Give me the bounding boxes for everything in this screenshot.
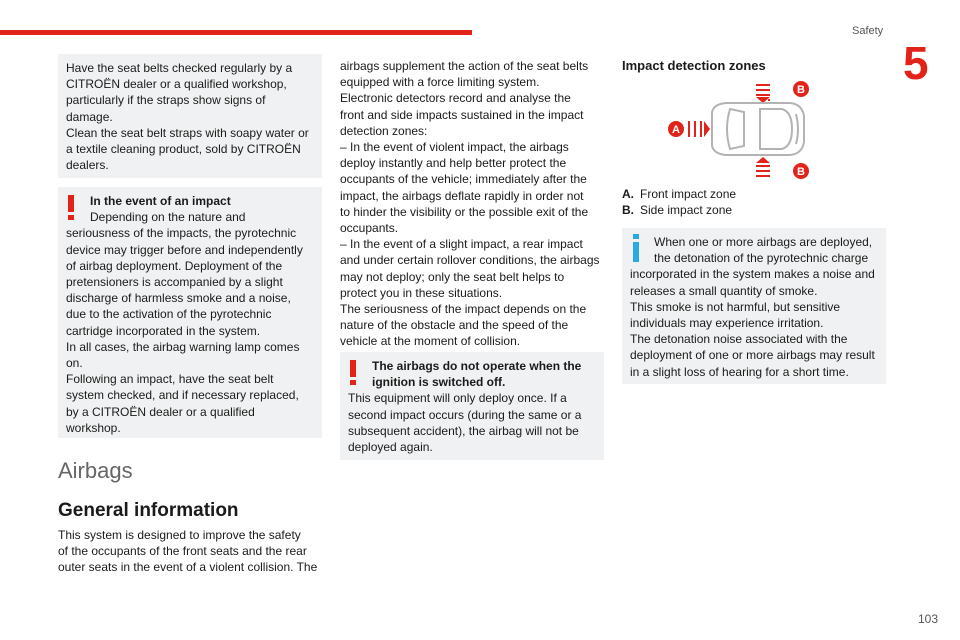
warning-line: subsequent accident), the airbag will not be — [348, 423, 579, 438]
info-line: deployment of one or more airbags may result — [630, 348, 875, 363]
warning-title: In the event of an impact — [90, 194, 231, 208]
airbags-heading: Airbags — [58, 458, 133, 483]
zone-a-letter: A — [672, 124, 680, 136]
text-line: nature of the obstacle and the speed of the — [340, 318, 569, 333]
note-line: a textile cleaning product, sold by CITROËN — [66, 142, 301, 157]
warning-line: on. — [66, 356, 83, 371]
zone-b-letter: B — [797, 84, 805, 96]
warning-line: due to the activation of the pyrotechnic — [66, 307, 272, 322]
text-line: equipped with a force limiting system. — [340, 75, 540, 90]
legend-item — [622, 186, 736, 202]
impact-zones-diagram — [664, 78, 814, 184]
text-line: impact, the airbags deflate rapidly in order not — [340, 188, 584, 203]
section-title: Safety — [852, 25, 884, 37]
text-line: This system is designed to improve the safety — [58, 528, 301, 542]
warning-exclamation-icon — [64, 195, 78, 221]
general-information-text — [58, 527, 326, 576]
note-line: damage. — [66, 109, 113, 124]
text-line: occupants. — [340, 221, 399, 236]
text-line: occupants of the vehicle; immediately after the — [340, 172, 587, 187]
legend-text: Front impact zone — [640, 187, 737, 201]
side-impact-arrows-top — [756, 84, 770, 103]
warning-line: deployed again. — [348, 440, 433, 455]
warning-line: by a CITROËN dealer or a qualified — [66, 404, 255, 419]
legend-key: A. — [622, 187, 634, 201]
header-accent-bar — [0, 30, 472, 35]
warning-line: workshop. — [66, 420, 121, 435]
text-line: outer seats in the event of a violent collision. The — [58, 560, 318, 575]
warning-line: discharge of harmless smoke and a noise, — [66, 291, 291, 306]
page-number: 103 — [917, 612, 938, 626]
warning-line: system checked, and if necessary replaced, — [66, 388, 299, 403]
maintenance-note — [58, 54, 322, 178]
warning-title: ignition is switched off. — [372, 375, 506, 390]
warning-line: This equipment will only deploy once. If a — [348, 391, 567, 406]
text-line: – In the event of a slight impact, a rear impact — [340, 237, 583, 252]
warning-line: cartridge incorporated in the system. — [66, 323, 261, 338]
text-line: detection zones: — [340, 123, 428, 138]
impact-warning-box — [58, 187, 322, 438]
general-information-heading: General information — [58, 500, 239, 521]
warning-title: The airbags do not operate when the — [372, 359, 582, 373]
info-line: When one or more airbags are deployed, — [654, 235, 873, 249]
info-line: incorporated in the system makes a noise and — [630, 267, 875, 282]
zone-b-letter: B — [797, 166, 805, 178]
warning-line: Depending on the nature and — [90, 210, 246, 225]
warning-line: pretensioners is accompanied by a slight — [66, 275, 283, 290]
text-line: – In the event of violent impact, the airbags — [340, 140, 569, 155]
zone-label-a — [668, 121, 684, 137]
diagram-legend — [622, 186, 736, 218]
info-line: This smoke is not harmful, but sensitive — [630, 299, 841, 314]
text-line: vehicle at the moment of collision. — [340, 334, 521, 349]
legend-item — [622, 202, 736, 218]
note-line: particularly if the straps show signs of — [66, 93, 266, 108]
warning-line: In all cases, the airbag warning lamp comes — [66, 339, 300, 354]
text-line: protect you in these situations. — [340, 285, 503, 300]
text-line: The seriousness of the impact depends on the — [340, 302, 587, 317]
warning-line: seriousness of the impacts, the pyrotechnic — [66, 226, 297, 241]
warning-line: second impact occurs (during the same or a — [348, 407, 582, 422]
text-line: Electronic detectors record and analyse the — [340, 91, 571, 106]
car-outline — [712, 103, 804, 155]
smoke-info-box — [622, 228, 886, 384]
ignition-warning-box — [340, 352, 604, 460]
text-line: airbags supplement the action of the seat belts — [340, 59, 589, 73]
info-line: The detonation noise associated with the — [630, 332, 848, 347]
note-line: CITROËN dealer or a qualified workshop, — [66, 77, 287, 92]
warning-line: of airbag deployment. Deployment of the — [66, 258, 283, 273]
legend-key: B. — [622, 203, 634, 217]
text-line: front and side impacts sustained in the impact — [340, 107, 584, 122]
info-line: the detonation of the pyrotechnic charge — [654, 251, 869, 266]
text-line: to hinder the visibility or the possible exit of the — [340, 204, 589, 219]
note-line: dealers. — [66, 158, 109, 173]
info-line: releases a small quantity of smoke. — [630, 283, 818, 298]
info-line: individuals may experience irritation. — [630, 316, 824, 331]
note-line: Clean the seat belt straps with soapy water or — [66, 125, 309, 140]
impact-zones-heading: Impact detection zones — [622, 58, 766, 73]
chapter-number: 5 — [903, 37, 929, 89]
info-icon — [630, 234, 642, 262]
zone-label-b-top — [793, 81, 809, 97]
info-line: in a slight loss of hearing for a short time. — [630, 364, 849, 379]
text-line: may not deploy; only the seat belt helps to — [340, 269, 565, 284]
text-line: deploy instantly and help better protect the — [340, 156, 567, 171]
zone-label-b-bottom — [793, 163, 809, 179]
warning-line: device may trigger before and independently — [66, 242, 303, 257]
airbag-description-text — [340, 58, 608, 350]
front-impact-arrows — [688, 121, 710, 137]
text-line: of the occupants of the front seats and the rear — [58, 544, 307, 559]
warning-line: Following an impact, have the seat belt — [66, 372, 274, 387]
legend-text: Side impact zone — [640, 203, 733, 217]
side-impact-arrows-bottom — [756, 157, 770, 177]
note-line: Have the seat belts checked regularly by a — [66, 61, 293, 75]
warning-exclamation-icon — [346, 360, 360, 386]
text-line: and under certain rollover conditions, the airbags — [340, 253, 600, 268]
